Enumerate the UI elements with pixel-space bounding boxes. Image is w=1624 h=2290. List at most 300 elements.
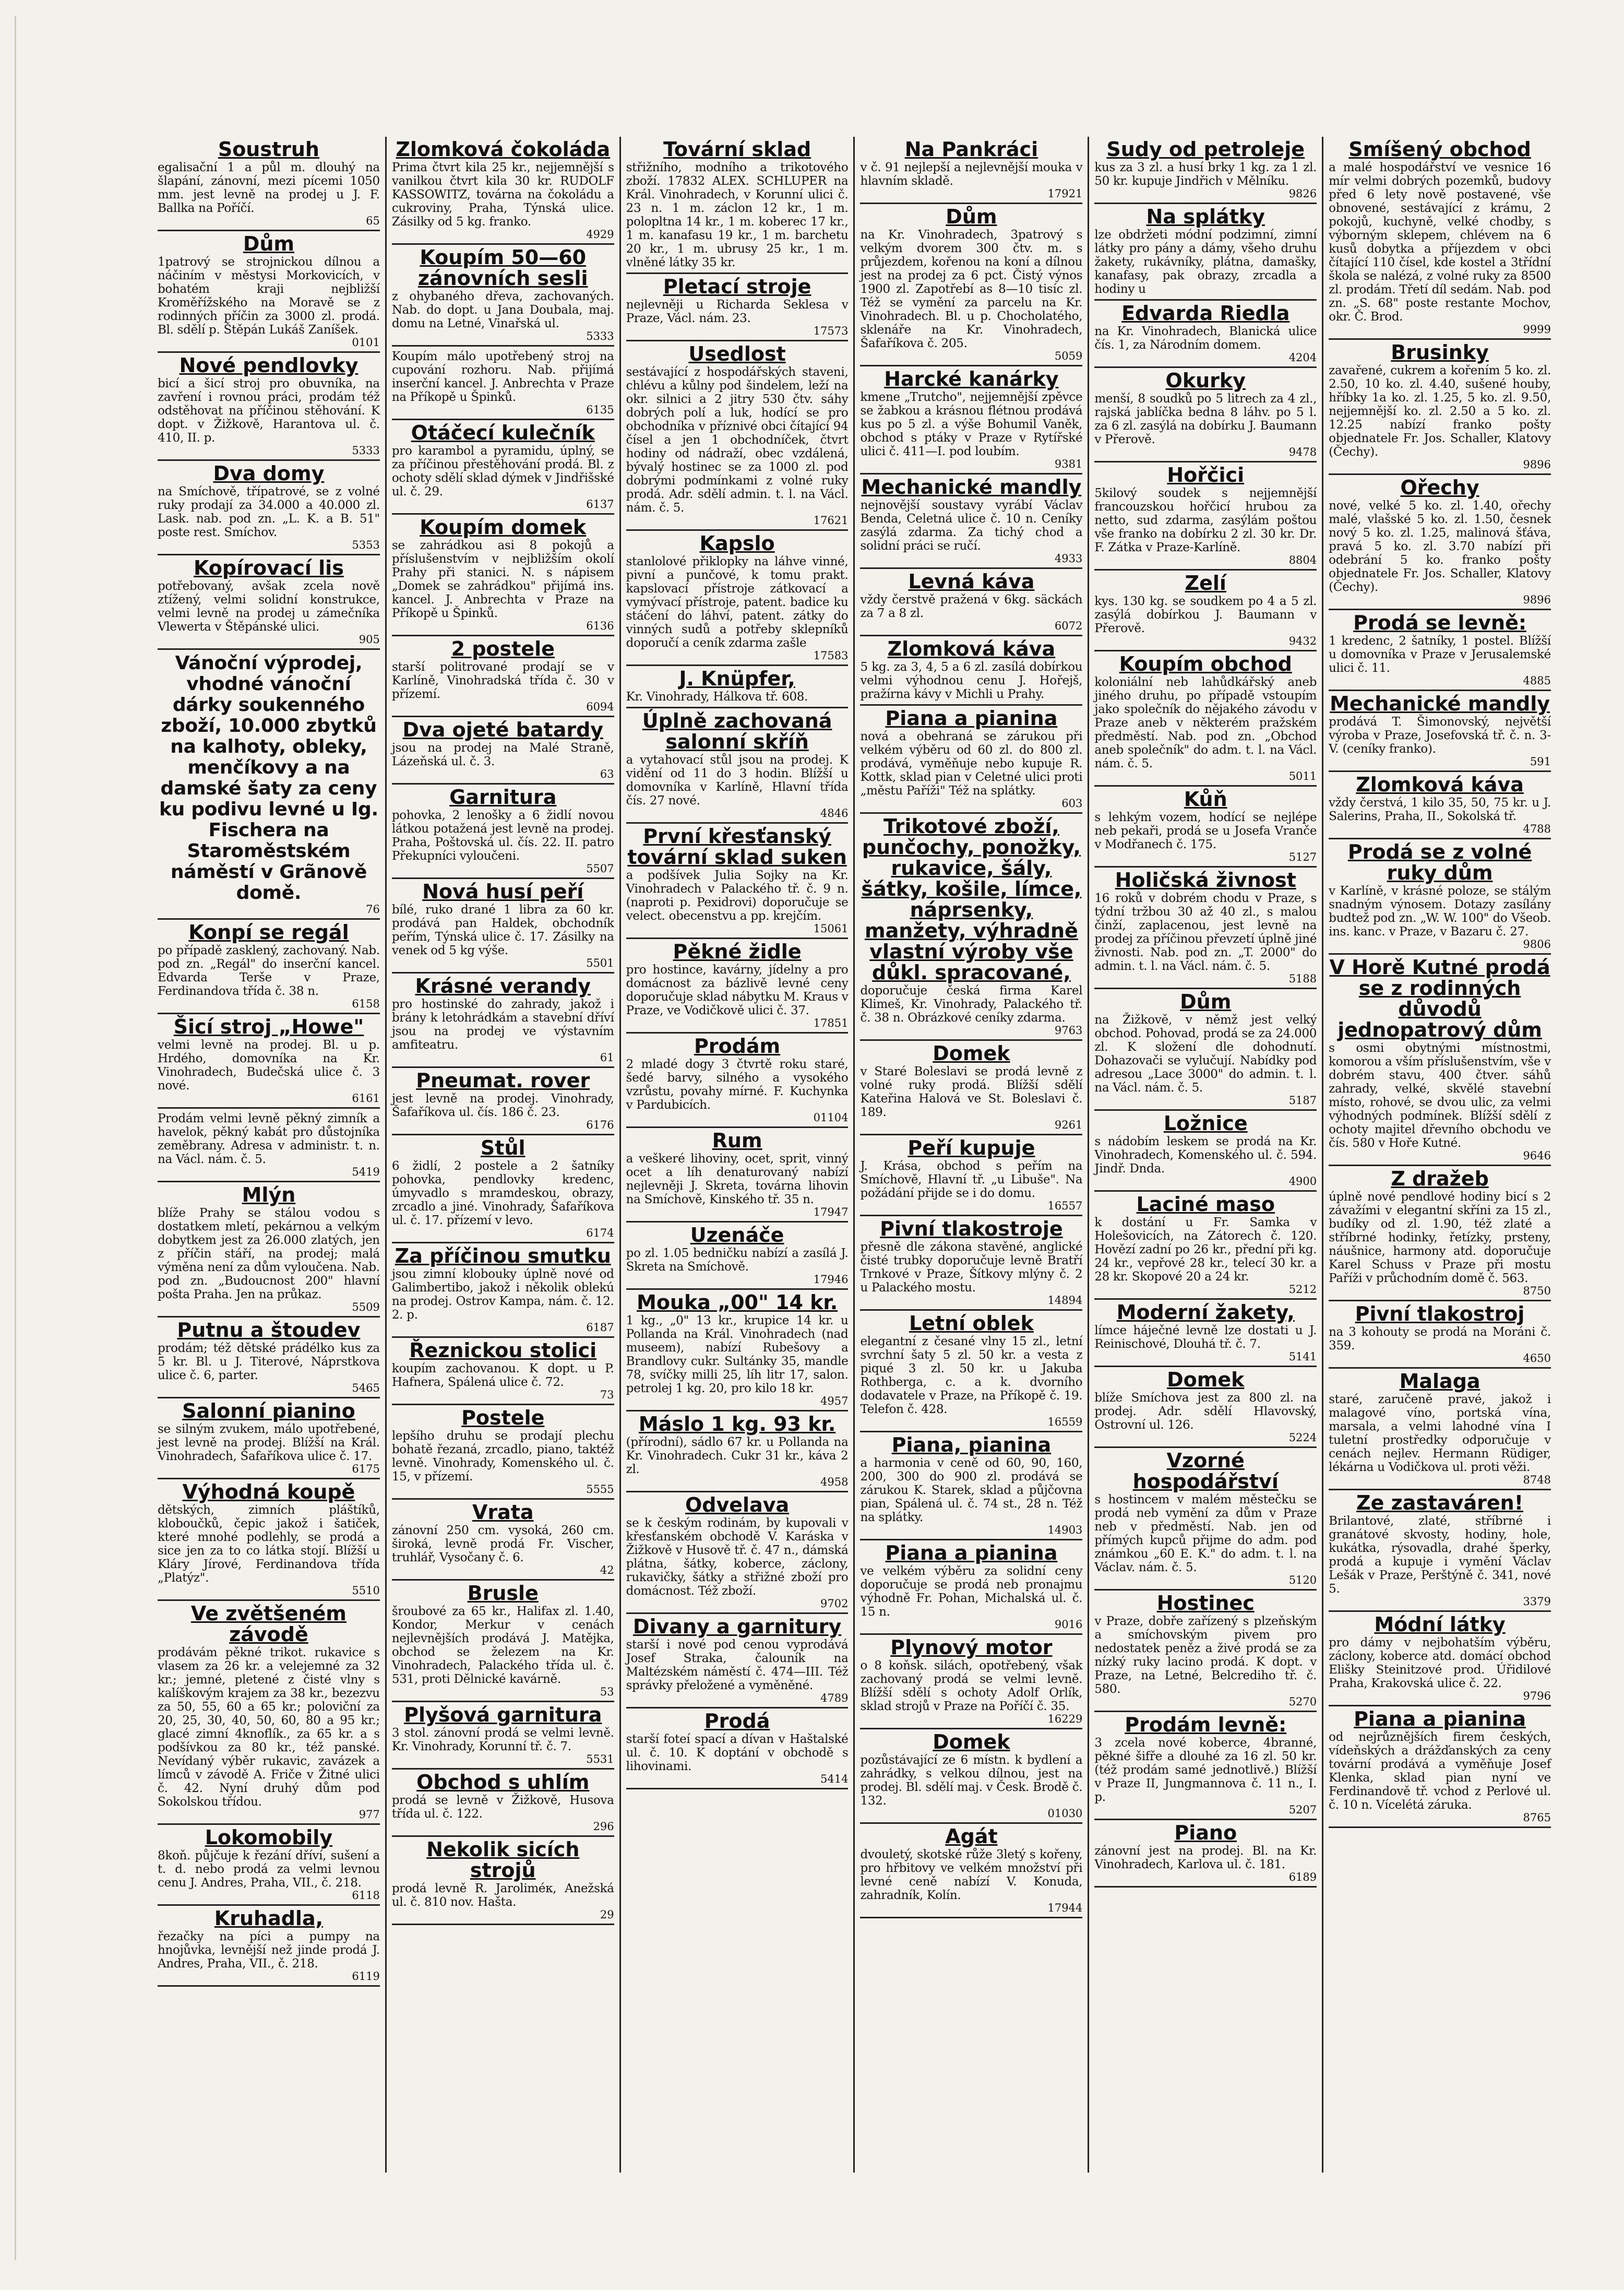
classified-ad (1329, 1706, 1551, 1828)
ad-number: 8748 (1523, 1474, 1551, 1486)
ad-body: se k českým rodinám, by kupovali v křesťanském obchodě V. Karáska v Žižkově v Husově tř. č. 47 n., dámská plátna, šátky, koberce, záclony, rukavičky, šátky a střižné zboží pro domácnost. Též zboží. (626, 1516, 849, 1598)
ad-body: a vytahovací stůl jsou na prodej. K vidění od 11 do 3 hodin. Blížší u domovníka v Karlíně, Hlavní třída čís. 27 nové. (626, 753, 849, 808)
ad-number: 29 (600, 1908, 614, 1921)
ad-number: 9702 (820, 1597, 849, 1610)
ad-body: prodám; též dětské prádélko kus za 5 kr. Bl. u J. Titerové, Náprstkova ulice č. 6, parter. (158, 1342, 380, 1382)
classified-ad (158, 555, 380, 650)
ad-title: Divany a garnitury (632, 1615, 842, 1638)
ad-body: přesně dle zákona stavěné, anglické čisté trubky doporučuje levně Bratří Trnkové v Praze, Šítkovy mlýny č. 2 u Palackého mostu. (860, 1240, 1083, 1295)
classified-ad (626, 341, 849, 531)
ad-body: velmi levně na prodej. Bl. u p. Hrdého, domovníka na Kr. Vinohradech, Budečská ulice č. 3 nové. (158, 1038, 380, 1093)
ad-body: šroubové za 65 kr., Halifax zl. 1.40, Kondor, Merkur v cenách nejlevnějších prodává J. Matějka, obchod se železem na Kr. Vinohradech, Palackého třída ul. č. 531, proti Dělnické kavárně. (391, 1605, 614, 1686)
ad-number: 6136 (586, 620, 614, 632)
classified-ad (860, 137, 1082, 204)
ad-number: 15061 (813, 922, 849, 935)
ad-body: Prima čtvrt kila 25 kr., nejjemnější s vanilkou čtvrt kila 30 kr. RUDOLF KASSOWITZ, továrna na čokoládu a cukroviny, Praha, Týnská ulice. Zásilky od 5 kg. franko. (391, 161, 614, 229)
ad-title: Prodám levně: (1125, 1713, 1287, 1736)
ad-body: bicí a šicí stroj pro obuvníka, na zavření i rovnou práci, prodám též odstěhovat na příčinou stěhování. K dopt. v Žižkově, Harantova ul. č. 410, II. p. (158, 377, 380, 445)
ad-body: Prodám velmi levně pěkný zimník a havelok, pěkný kabát pro důstojníka zeměbrany. Adresa v administr. t. n. na Václ. nám. č. 5. (158, 1112, 380, 1166)
classified-ad (392, 1500, 614, 1581)
classified-ad (158, 1398, 380, 1479)
ad-number: 61 (600, 1051, 614, 1064)
ad-number: 01030 (1047, 1807, 1083, 1820)
classified-ad (860, 814, 1082, 1041)
ad-title: Piana, pianina (891, 1433, 1052, 1456)
ad-body: jest levně na prodej. Vinohrady, Šafaříkova ul. čís. 186 č. 23. (391, 1092, 614, 1119)
ad-body: se zahrádkou asi 8 pokojů a příslušenstvím v nejbližším okolí Prahy při stanici. N. s nápisem „Domek se zahrádkou" přijímá ins. kancel. J. Anbrechta v Praze na Příkopě u Špinků. (391, 539, 614, 620)
classified-ad (1329, 1166, 1551, 1301)
ad-body: nové, velké 5 ko. zl. 1.40, ořechy malé, vlašské 5 ko. zl. 1.50, česnek nový 5 ko. zl. 1.25, malinová šťáva, pravá 5 ko. zl. 3.70 nabízí při odebrání 5 ko. franko pošty objednatele Fr. Jos. Schaller, Klatovy (Čechy). (1329, 499, 1551, 594)
ad-number: 9796 (1523, 1690, 1551, 1702)
classified-ad (158, 1479, 380, 1601)
ad-number: 9432 (1288, 635, 1317, 647)
ad-body: zánovní jest na prodej. Bl. na Kr. Vinohradech, Karlova ul. č. 181. (1094, 1844, 1317, 1871)
ad-body: potřebovaný, avšak zcela nově ztížený, velmi solidní konstrukce, velmi levně na prodej u zámečníka Vlewerta v Štěpánské ulici. (158, 579, 380, 634)
ad-number: 5127 (1288, 851, 1317, 863)
ad-body: o 8 koňsk. silách, opotřebený, však zachovaný prodá se velmi levně. Blížší sdělí s ochoty Adolf Orlík, sklad strojů v Praze na Poříčí č. 35. (860, 1659, 1083, 1713)
ad-number: 16557 (1047, 1200, 1083, 1212)
ad-number: 3379 (1523, 1595, 1551, 1608)
classified-ad (860, 1041, 1082, 1135)
ad-number: 17944 (1047, 1902, 1083, 1914)
classified-ad (860, 204, 1082, 366)
ad-number: 8804 (1288, 554, 1317, 566)
ad-body: pro dámy v nejbohatším výběru, záclony, koberce atd. domácí obchod Elišky Steinitzové prod. Úřidilové Praha, Krakovská ulice č. 22. (1329, 1636, 1551, 1690)
ad-body: sestávající z hospodářských staveni, chlévu a kůlny pod šindelem, leží na okr. silnici a 2 jitry 530 čtv. sáhy dobrých polí a luk, hodící se pro obchodníka v příznivé obci čítající 94 čísel a jen 1 obchodníček, čtvrt hodiny od nádraží, obec vzdálená, bývalý hostinec se za 1000 zl. pod dobrými podmínkami z volné ruky prodá. Adr. sdělí admin. t. l. na Václ. nám. č. 5. (626, 365, 849, 515)
ad-body: 1 kredenc, 2 šatníky, 1 postel. Blížší u domovníka v Praze v Jerusalemské ulici č. 11. (1329, 634, 1551, 675)
ad-title: Šicí stroj „Howe" (173, 1015, 364, 1038)
ad-number: 14894 (1047, 1294, 1083, 1307)
ad-title: Zlomková káva (887, 637, 1056, 660)
ad-title: Putnu a štoudev (177, 1319, 361, 1342)
classified-ad (392, 515, 614, 636)
ad-title: Z dražeb (1391, 1167, 1489, 1190)
ad-number: 6175 (352, 1463, 380, 1475)
ad-title: Vzorné hospodářství (1132, 1449, 1279, 1493)
ad-number: 17947 (813, 1206, 849, 1218)
classified-ad (392, 717, 614, 785)
classified-ad (158, 231, 380, 353)
ad-number: 9478 (1288, 446, 1317, 458)
ad-number: 17851 (813, 1017, 849, 1029)
ad-number: 42 (600, 1564, 614, 1576)
ad-title: První křesťanský tovární sklad suken (627, 825, 847, 869)
ad-number: 9381 (1054, 458, 1083, 470)
classified-ad (626, 1290, 849, 1411)
ad-title: Prodá se z volné ruky dům (1347, 840, 1532, 884)
classified-ad (860, 706, 1082, 814)
ad-title: Plyšová garnitura (404, 1703, 602, 1726)
ad-number: 16559 (1047, 1416, 1083, 1428)
classified-ad (1094, 868, 1317, 989)
ad-title: Trikotové zboží, punčochy, ponožky, rukavice, šály, šátky, košile, límce, náprsenky, manžety, výhradně vlastní výroby vše důkl. spracované, (861, 815, 1082, 984)
ad-title: Brusinky (1391, 341, 1489, 364)
classified-ad (158, 137, 380, 231)
ad-body: z ohybaného dřeva, zachovaných. Nab. do dopt. u Jana Doubala, maj. domu na Letné, Vinařská ul. (391, 290, 614, 330)
classified-ad (860, 1135, 1082, 1216)
ad-number: 5419 (352, 1166, 380, 1178)
ad-body: na 3 kohouty se prodá na Moráni č. 359. (1329, 1325, 1551, 1352)
ad-body: po zl. 1.05 bedničku nabízí a zasílá J. Skreta na Smíchově. (626, 1247, 849, 1274)
ad-title: Lokomobily (205, 1826, 333, 1849)
ad-body: lze obdržeti módní podzimní, zimní látky pro pány a dámy, všeho druhu žakety, rukávníky, plátna, damašky, kanafasy, pak obrazy, zrcadla a hodiny u (1094, 228, 1317, 296)
ad-number: 9261 (1054, 1119, 1083, 1131)
ad-title: Dům (1180, 990, 1232, 1013)
ad-headline-text: Vánoční výprodej, vhodné vánoční dárky soukenného zboží, 10.000 zbytků na kalhoty, obleky, menčíkovy a na damské šaty za ceny ku podivu levné u Ig. Fischera na Staroměstském náměstí v Grãnově domě. (159, 652, 378, 904)
ad-body: 5 kg. za 3, 4, 5 a 6 zl. zasílá dobírkou velmi výhodnou cenu J. Hořejš, pražírna kávy v Michli u Prahy. (860, 660, 1083, 701)
ad-title: Mechanické mandly (861, 476, 1082, 499)
ad-body: menší, 8 soudků po 5 litrech za 4 zl., rajská jablíčka bedna 8 láhv. po 5 l. za 6 zl. zasýlá na dobírku J. Baumann v Přerově. (1094, 392, 1317, 446)
ad-title: Piana a pianina (885, 707, 1058, 730)
ad-body: kmene „Trutcho", nejjemnější zpěvce se žabkou a krásnou flétnou prodává kus po 5 zl. a výše Bohumil Vaněk, obchod s ptáky v Praze v Rytířské ulici č. 411—I. pod loubím. (860, 390, 1083, 458)
classified-ad (1094, 787, 1317, 868)
ad-number: 9016 (1054, 1618, 1083, 1631)
classified-ad (1094, 204, 1317, 301)
ad-title: Pivní tlakostroje (880, 1217, 1063, 1240)
ad-number: 4929 (586, 228, 614, 241)
ad-number: 5531 (586, 1753, 614, 1765)
classified-ad (392, 347, 614, 420)
classified-ad (626, 1708, 849, 1789)
classified-ad (158, 920, 380, 1014)
ad-body: v Staré Boleslavi se prodá levně z volné ruky prodá. Blížší sdělí Kateřina Halová ve St. Boleslavi č. 189. (860, 1065, 1083, 1119)
ad-body: 1patrový se strojnickou dílnou a náčiním v městysi Morkovicích, v bohatém kraji nejbližší Kroměřížského na Moravě se z rodinných příčin za 3000 zl. prodá. Bl. sdělí p. Štěpán Lukáš Zaníšek. (158, 255, 380, 337)
classified-ad (626, 1128, 849, 1223)
ad-number: 17946 (813, 1273, 849, 1286)
ad-number: 01104 (813, 1111, 849, 1124)
ad-title: Peří kupuje (907, 1136, 1035, 1159)
ad-title: Prodá (704, 1710, 770, 1733)
classified-ad (158, 1601, 380, 1825)
ad-number: 4958 (820, 1476, 849, 1488)
classified-ad (158, 1318, 380, 1398)
ad-number: 63 (600, 768, 614, 780)
ad-title: Postele (461, 1406, 545, 1429)
ad-number: 5212 (1288, 1283, 1317, 1296)
ad-number: 17583 (813, 649, 849, 662)
classified-ad (1329, 955, 1551, 1166)
ad-body: J. Krása, obchod s peřím na Smíchově, Hlavní tř. „u Libuše". Na požádání přijde se i do domu. (860, 1159, 1083, 1200)
ad-title: Plynový motor (890, 1636, 1053, 1659)
ad-title: Laciné maso (1136, 1193, 1275, 1216)
ad-title: Na Pankráci (904, 138, 1038, 161)
classified-ad (1094, 1367, 1317, 1448)
ad-title: Úplně zachovaná salonní skříň (642, 709, 832, 753)
column-3 (621, 137, 855, 2173)
classified-ad (392, 974, 614, 1068)
ad-body: pro hostince, kavárny, jídelny a pro domácnost za bázlivě levné ceny doporučuje sklad nábytku M. Kraus v Praze, ve Vodičkově ulici č. 37. (626, 963, 849, 1017)
ad-title: Domek (933, 1042, 1010, 1065)
ad-body: nejnovější soustavy vyrábí Václav Benda, Celetná ulice č. 10 n. Ceníky zasýlá zdarma. Za tichý chod a solidní práci se ručí. (860, 499, 1083, 553)
ad-body: nová a obehraná se zárukou při velkém výběru od 60 zl. do 800 zl. prodává, vyměňuje nebo kupuje R. Kottk, sklad pian v Celetné ulici proti „městu Paříži" Též na splátky. (860, 730, 1083, 798)
ad-number: 5333 (586, 330, 614, 342)
ad-body: (přírodní), sádlo 67 kr. u Pollanda na Kr. Vinohradech. Cukr 31 kr., káva 2 zl. (626, 1435, 849, 1476)
ad-body: úplně nové pendlové hodiny bicí s 2 závažími v elegantní skříni za 15 zl., budíky od zl. 1.90, též zlaté a stříbrné hodinky, řetízky, prsteny, náušnice, harmony atd. doporučuje Karel Schuss v Praze při mostu Paříži v průchodním domě č. 563. (1329, 1190, 1551, 1285)
ad-body: prodá se levně v Žižkově, Husova třída ul. č. 122. (391, 1794, 614, 1821)
classified-ad (860, 1729, 1082, 1824)
classified-ad (1094, 137, 1317, 204)
ad-number: 5333 (352, 444, 380, 457)
ad-body: v Karlíně, v krásné poloze, se stálým snadným výnosem. Dotazy zasílány budtež pod zn. „W. W. 100" do Všeob. ins. kanc. v Praze, v Bazaru č. 27. (1329, 884, 1551, 939)
ad-title: Letní oblek (909, 1312, 1034, 1335)
ad-title: Mlýn (242, 1183, 296, 1206)
classified-ad (158, 1014, 380, 1109)
ad-number: 17921 (1047, 187, 1083, 200)
ad-number: 5414 (820, 1773, 849, 1785)
classified-ad (392, 245, 614, 347)
ad-number: 4957 (820, 1395, 849, 1407)
ad-body: koloniální neb lahůdkářský aneb jiného druhu, po případě vstoupím jako společník do nějakého závodu v Praze aneb v některém pražském předměstí. Nab. pod zn. „Obchod aneb společník" do adm. t. l. na Václ. nám. č. 5. (1094, 675, 1317, 770)
ad-body: egalisační 1 a půl m. dlouhý na šlapání, zánovní, mezi pícemi 1050 mm. jest levně na prodej u J. F. Ballka na Poříčí. (158, 161, 380, 215)
ad-body: zavařené, cukrem a kořením 5 ko. zl. 2.50, 10 ko. zl. 4.40, sušené houby, hříbky 1a ko. zl. 1.25, 5 ko. zl. 9.50, nejjemnější ko. zl. 2.50 a 5 ko. zl. 12.25 nabízí franko pošty objednatele Fr. Jos. Schaller, Klatovy (Čechy). (1329, 364, 1551, 459)
ad-title: 2 postele (451, 637, 555, 660)
ad-title: Nová husí peří (422, 880, 584, 903)
classified-ad (1094, 1820, 1317, 1888)
ad-title: Za příčinou smutku (395, 1244, 611, 1267)
ad-number: 65 (366, 215, 380, 227)
ad-number: 4204 (1288, 351, 1317, 364)
ad-title: Dva domy (213, 462, 325, 485)
ad-number: 5501 (586, 957, 614, 969)
ad-number: 5555 (586, 1483, 614, 1496)
classified-ad (158, 1182, 380, 1318)
ad-body: dětských, zimních pláštíků, kloboučků, čepic jakož i šatiček, které mnohé podlehly, se prodá a sice jen za to co látka stojí. Blížší u Kláry Jírové, Ferdinandova třída „Platýz". (158, 1503, 380, 1585)
ad-body: starší foteí spací a dívan v Haštalské ul. č. 10. K doptání v obchodě s lihovinami. (626, 1733, 849, 1773)
ad-number: 17621 (813, 514, 849, 527)
ad-title: Sudy od petroleje (1106, 138, 1305, 161)
classified-ad (1329, 691, 1551, 772)
column-6 (1323, 137, 1556, 2173)
ad-title: Soustruh (218, 138, 319, 161)
ad-title: Pneumat. rover (416, 1069, 590, 1092)
ad-number: 6137 (586, 498, 614, 511)
classified-ad (860, 1635, 1082, 1729)
ad-number: 5120 (1288, 1574, 1317, 1586)
ad-title: Domek (1167, 1368, 1245, 1391)
ad-title: Krásné verandy (415, 975, 591, 998)
ad-number: 5507 (586, 862, 614, 875)
classified-ad (626, 1411, 849, 1492)
ad-number: 4788 (1523, 823, 1551, 835)
ad-title: Koupím obchod (1119, 652, 1292, 675)
ad-number: 73 (600, 1389, 614, 1401)
ad-title: Okurky (1165, 369, 1246, 392)
ad-body: staré, zaručeně pravé, jakož i malagové víno, portská vína, marsala, a velmi lahodné vína I tuletní prostředky odporučuje v cenách nejlev. Hermann Rüdiger, lékárna u Vodičkova ul. proti věži. (1329, 1393, 1551, 1474)
ad-title: Piano (1174, 1821, 1237, 1844)
ad-body: v č. 91 nejlepší a nejlevnější mouka v hlavním skladě. (860, 161, 1083, 188)
classified-ad (1329, 839, 1551, 955)
ad-title: Dům (243, 232, 295, 255)
column-2 (387, 137, 621, 2173)
classified-ad (626, 1034, 849, 1128)
ad-body: vždy čerstvá, 1 kilo 35, 50, 75 kr. u J. Salerins, Praha, II., Sokolská tř. (1329, 796, 1551, 823)
ad-number: 4650 (1523, 1352, 1551, 1364)
ad-title: Ze zastaváren! (1356, 1491, 1524, 1514)
ad-number: 5059 (1054, 350, 1083, 362)
ad-body: pro karambol a pyramidu, úplný, se za příčinou přestěhování prodá. Bl. z ochoty sdělí sklad dýmek v Jindřišské ul. č. 29. (391, 444, 614, 499)
ad-number: 6072 (1054, 620, 1083, 632)
ad-title: Piana a pianina (885, 1541, 1058, 1564)
classified-ad (1094, 1448, 1317, 1591)
ad-number: 5270 (1288, 1695, 1317, 1708)
ad-title: Garnitura (449, 786, 557, 809)
ad-title: Stůl (480, 1136, 526, 1159)
classified-ad (860, 366, 1082, 474)
ad-number: 5465 (352, 1382, 380, 1394)
ad-number: 6174 (586, 1227, 614, 1239)
ad-title: Pivní tlakostroj (1355, 1302, 1525, 1325)
ad-title: Koupím domek (420, 516, 587, 539)
ad-number: 6094 (586, 701, 614, 713)
classified-ad (860, 569, 1082, 636)
ad-title: Pěkné židle (673, 940, 802, 963)
classified-ad (626, 1223, 849, 1290)
ad-body: starší politrované prodají se v Karlíně, Vinohradská třída č. 30 v přízemí. (391, 660, 614, 701)
classified-ad (860, 1216, 1082, 1311)
ad-number: 6176 (586, 1119, 614, 1131)
classified-ad (1329, 1301, 1551, 1369)
classified-ad (392, 420, 614, 515)
ad-title: Salonní pianino (182, 1399, 355, 1422)
column-1 (152, 137, 387, 2173)
classified-ad (158, 1825, 380, 1906)
ad-number: 6158 (352, 998, 380, 1010)
ad-body: 2 mladé dogy 3 čtvrtě roku staré, šedé barvy, silného a vysokého vzrůstu, povahy mírné. F. Kuchynka v Pardubicích. (626, 1058, 849, 1112)
ad-body: střižního, modního a trikotového zboží. 17832 ALEX. SCHLUPER na Král. Vinohradech, v Korunní ulici č. 23 n. 1 m. záclon 12 kr., 1 m. polopltna 14 kr., 1 m. koberec 17 kr., 1 m. kanafasu 19 kr., 1 m. barchetu 20 kr., 1 m. ubrusy 25 kr., 1 m. vlněné látky 35 kr. (626, 161, 849, 269)
ad-body: po případě zasklený, zachovaný. Nab. pod zn. „Regál" do inserční kancel. Edvarda Terše v Praze, Ferdinandova třída č. 38 n. (158, 944, 380, 998)
ad-title: Zelí (1185, 572, 1226, 595)
ad-body: bílé, ruko drané 1 libra za 60 kr. prodává pan Haldek, obchodník peřím, Týnská ulice č. 17. Zásilky na venek od 5 kg výše. (391, 903, 614, 957)
ad-title: Obchod s uhlím (416, 1771, 590, 1794)
ad-title: Nové pendlovky (179, 354, 359, 377)
classified-ad (158, 1906, 380, 1987)
ad-body: řezačky na píci a pumpy na hnojůvka, levnější než jinde prodá J. Andres, Praha, VII., č. 218. (158, 1930, 380, 1971)
ad-body: dvouletý, skotské růže 3letý s kořeny, pro hřbitovy ve velkém množství při levné ceně nabízí V. Konuda, zahradník, Kolín. (860, 1848, 1083, 1902)
ad-title: Levná káva (908, 570, 1035, 593)
ad-number: 6118 (352, 1889, 380, 1902)
classified-ad (392, 1243, 614, 1338)
ad-title: Zlomková káva (1356, 773, 1524, 796)
ad-number: 5224 (1288, 1431, 1317, 1444)
ad-number: 9896 (1523, 594, 1551, 606)
classified-ad (392, 1837, 614, 1925)
ad-number: 5509 (352, 1301, 380, 1313)
ad-number: 9896 (1523, 458, 1551, 471)
ad-body: ve velkém výběru za solidní ceny doporučuje se prodá neb pronajmu výhodně Fr. Pohan, Michalská ul. č. 15 n. (860, 1564, 1083, 1619)
ad-title: Kůň (1184, 788, 1227, 811)
ad-body: a podšívek Julia Sojky na Kr. Vinohradech v Palackého tř. č. 9 n. (naproti p. Pexidrovi) doporučuje se velect. obecenstvu a pp. krejčím. (626, 869, 849, 923)
ad-title: Řeznickou stolici (409, 1339, 597, 1362)
ad-number: 9806 (1523, 938, 1551, 951)
classified-ad (158, 650, 380, 920)
ad-body: elegantní z česané vlny 15 zl., letní svrchní šaty 5 zl. 50 kr. a vesta z piqué 3 zl. 50 kr. u Jakuba Rothberga, c. a k. dvorního dodavatele v Praze, na Příkopě č. 19. Telefon č. 428. (860, 1335, 1083, 1416)
classifieds-page (152, 137, 1556, 2173)
ad-title: Koupím 50—60 zánovních sesli (417, 246, 588, 290)
ad-number: 6187 (586, 1321, 614, 1334)
ad-body: a veškeré lihoviny, ocet, sprit, vinný ocet a líh denaturovaný nabízí nejlevněji J. Skreta, továrna lihovin na Smíchově, Kinského tř. 35 n. (626, 1152, 849, 1206)
ad-title: Piana a pianina (1354, 1707, 1526, 1730)
ad-number: 6135 (586, 404, 614, 416)
ad-number: 5510 (352, 1584, 380, 1597)
classified-ad (1094, 301, 1317, 368)
column-5 (1089, 137, 1323, 2173)
ad-title: Kopírovací lis (194, 556, 344, 579)
classified-ad (1329, 137, 1551, 340)
ad-title: Ořechy (1400, 476, 1479, 499)
ad-number: 5187 (1288, 1094, 1317, 1107)
ad-number: 5353 (352, 539, 380, 551)
ad-body: kus za 3 zl. a husí brky 1 kg. za 1 zl. 50 kr. kupuje Jindřich v Mělníku. (1094, 161, 1317, 188)
ad-number: 76 (366, 903, 380, 916)
ad-number: 8750 (1523, 1285, 1551, 1297)
ad-body: 5kilový soudek s nejjemnější francouzskou hořčicí hrubou za netto, sud zdarma, zasýlám poštou vše franko na dobírku 2 zl. 30 kr. Dr. F. Zátka v Praze-Karlíně. (1094, 487, 1317, 554)
classified-ad (1094, 368, 1317, 462)
ad-number: 977 (359, 1808, 380, 1821)
ad-title: Dva ojeté batardy (402, 718, 604, 741)
ad-title: Otáčecí kulečník (411, 421, 595, 444)
ad-number: 17573 (813, 325, 849, 337)
ad-body: s osmi obytnými místnostmi, komorou a vším příslušenstvím, vše v dobrém stavu, 400 čtver. sáhů zahrady, velké, skvělé stavební místo, rohové, se dvou ulic, za velmi výhodných podmínek. Blížší sdělí z ochoty majitel dřevního obchodu ve čís. 580 v Hoře Kutné. (1329, 1041, 1551, 1150)
ad-number: 8765 (1523, 1811, 1551, 1824)
classified-ad (860, 636, 1082, 706)
ad-title: V Horě Kutné prodá se z rodinných důvodů jednopatrový dům (1329, 956, 1550, 1041)
ad-body: prodávám pěkné trikot. rukavice s vlasem za 26 kr. a velejemné za 32 kr.; jemné, pletené z čisté vlny s kalíškovým krajem za 38 kr., bezezvu za 50, 55, 60 a 65 kr.; poloviční za 20, 25, 30, 40, 50, 60, 80 a 95 kr.; glacé zimní 4knoflík., za 65 kr. a s podšívkou za 80 kr., též panské. Nevídaný výběr rukavic, zavázek a límců v závodě A. Friče v Žitné ulici č. 42. Nyní druhý dům pod Sokolskou třídou. (158, 1646, 380, 1809)
ad-title: Tovární sklad (663, 138, 811, 161)
classified-ad (860, 1540, 1082, 1635)
classified-ad (1329, 1490, 1551, 1612)
classified-ad (1094, 1591, 1317, 1712)
ad-body: 8koň. půjčuje k řezání dříví, sušení a t. d. nebo prodá za velmi levnou cenu J. Andres, Praha, VII., č. 218. (158, 1849, 380, 1890)
ad-title: Výhodná koupě (182, 1480, 355, 1503)
classified-ad (626, 531, 849, 666)
ad-title: Hostinec (1156, 1592, 1255, 1615)
ad-body: 3 stol. zánovní prodá se velmi levně. Kr. Vinohrady, Korunní tř. č. 7. (391, 1726, 614, 1753)
ad-title: Uzenáče (690, 1224, 784, 1247)
ad-title: Hořčici (1167, 464, 1245, 487)
ad-number: 4885 (1523, 674, 1551, 687)
ad-title: Mouka „00" 14 kr. (637, 1291, 838, 1314)
classified-ad (392, 1405, 614, 1500)
classified-ad (392, 879, 614, 974)
ad-body: nejlevněji u Richarda Seklesa v Praze, Václ. nám. 23. (626, 298, 849, 325)
ad-title: Kruhadla, (214, 1907, 324, 1930)
classified-ad (1329, 610, 1551, 691)
ad-title: Harcké kanárky (884, 367, 1059, 390)
ad-body: prodá levně R. Jaroliméк, Anežská ul. č. 810 nov. Hašta. (391, 1882, 614, 1909)
classified-ad (392, 1581, 614, 1702)
ad-body: pro hostinské do zahrady, jakož i brány k letohrádkám a stavební dříví jsou na prodej ve výstavním amfiteatru. (391, 998, 614, 1052)
ad-number: 4933 (1054, 552, 1083, 565)
classified-ad (626, 1614, 849, 1708)
ad-number: 4789 (820, 1692, 849, 1704)
ad-body: na Kr. Vinohradech, 3patrový s velkým dvorem 300 čtv. m. s průjezdem, kořenou na koní a dílnou jest na prodej za 6 pct. Čistý výnos 1900 zl. Zapotřebí as 8—10 tisíc zl. Též se vymění za parcelu na Kr. Vinohradech. Bl. u p. Chocholatého, sklenáře na Kr. Vinohradech, Šafaříkova č. 205. (860, 228, 1083, 350)
ad-title: Agát (945, 1825, 998, 1848)
ad-body: od nejrůznějších firem českých, vídeňských a drážďanských za ceny tovární prodává a vyměňuje Josef Klenka, sklad pian nyní ve Ferdinandově tř. vchod z Perlové ul. č. 10 n. Vícelétá záruka. (1329, 1730, 1551, 1812)
classified-ad (1094, 1111, 1317, 1192)
ad-number: 5011 (1288, 770, 1317, 782)
ad-body: kys. 130 kg. se soudkem po 4 a 5 zl. zasýlá dobírkou J. Baumann v Přerově. (1094, 595, 1317, 635)
ad-number: 16229 (1047, 1713, 1083, 1725)
ad-number: 14903 (1047, 1524, 1083, 1536)
ad-body: na Žižkově, v němž jest velký obchod. Pohovad, prodá se za 24.000 zl. K složení dle dohodnutí. Dohazovači se vylučují. Nabídky pod adresou „Lace 3000" do admin. t. l. na Václ. nám. č. 5. (1094, 1013, 1317, 1095)
classified-ad (860, 474, 1082, 569)
ad-title: Domek (933, 1730, 1010, 1753)
classified-ad (860, 1432, 1082, 1540)
ad-number: 296 (593, 1820, 614, 1833)
ad-number: 4900 (1288, 1175, 1317, 1188)
classified-ad (1094, 651, 1317, 787)
ad-body: límce háječné levně lze dostati u J. Reinischové, Dlouhá tř. č. 7. (1094, 1324, 1317, 1351)
